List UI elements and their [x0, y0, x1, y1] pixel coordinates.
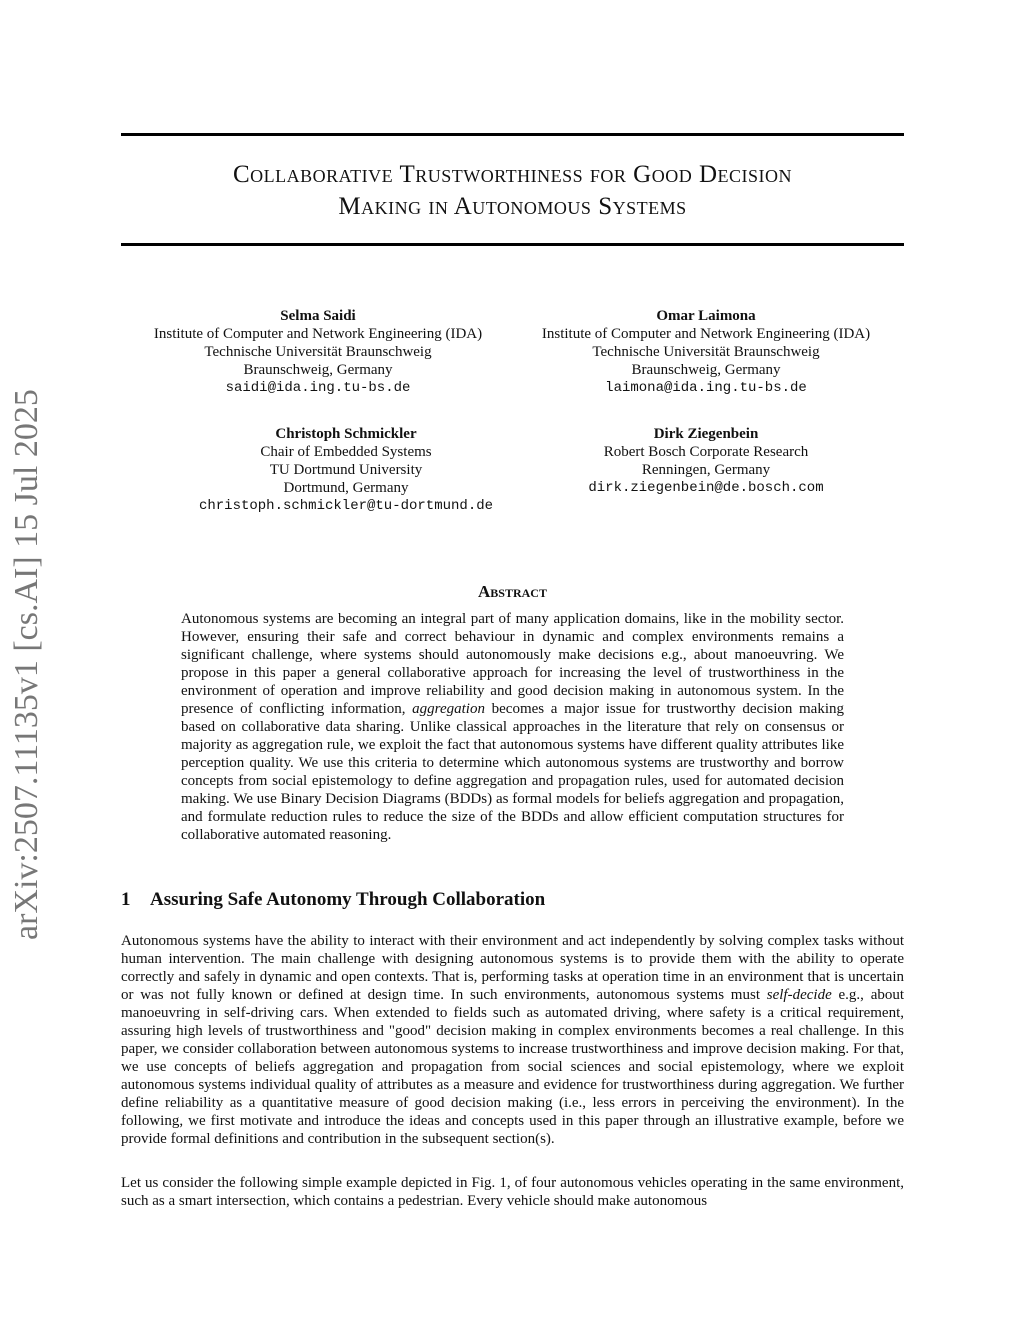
- author-email[interactable]: dirk.ziegenbein@de.bosch.com: [588, 480, 824, 496]
- abstract-emphasis: aggregation: [412, 701, 485, 717]
- abstract-text: [181, 610, 844, 844]
- author-name: Dirk Ziegenbein: [653, 426, 759, 442]
- author-name: Christoph Schmickler: [275, 426, 417, 442]
- section-number: 1: [121, 889, 131, 910]
- body-paragraph: [121, 1174, 904, 1210]
- paper-title: [121, 159, 904, 223]
- author-name: Omar Laimona: [656, 308, 756, 324]
- abstract-text-part: Autonomous systems are becoming an integral part of many application domains, like in the mobility sector. However, ensuring their safe and correct behaviour in dynamic and complex environments remains a significant challenge, where systems should autonomously make decisions e.g., about manoeuvring. We propose in this paper a general collaborative approach for increasing the level of trustworthiness in the environment of operation and improve reliability and good decision making in autonomous system. In the presence of conflicting information,: [181, 611, 844, 717]
- author-block: [148, 425, 544, 515]
- author-affiliation: Institute of Computer and Network Engineering (IDA): [541, 326, 871, 342]
- author-name: Selma Saidi: [280, 308, 356, 324]
- paragraph-text-part: e.g., about manoeuvring in self-driving cars. When extended to fields such as automated driving, where safety is a critical requirement, assuring high levels of trustworthiness and "good" decision making in complex environments becomes a real challenge. In this paper, we consider collaboration between autonomous systems to increase trustworthiness and improve decision making. For that, we use concepts of beliefs aggregation and propagation from social sciences and social epistemology, where we exploit autonomous systems individual quality of attributes as a measure and evidence for trustworthiness during aggregation. We further define reliability as a quantitative measure of good decision making (i.e., less errors in perceiving the environment). In the following, we first motivate and introduce the ideas and concepts used in this paper through an illustrative example, before we provide formal definitions and contribution in the subsequent section(s).: [121, 987, 905, 1147]
- paragraph-emphasis: self-decide: [766, 987, 832, 1003]
- arxiv-stamp: arXiv:2507.11135v1 [cs.AI] 15 Jul 2025: [8, 389, 45, 940]
- author-location: Dortmund, Germany: [283, 480, 409, 496]
- title-line-2: Making in Autonomous Systems: [338, 193, 687, 220]
- author-block: [508, 425, 904, 497]
- paragraph-text-part: Let us consider the following simple example depicted in Fig. 1, of four autonomous vehicles operating in the same environment, such as a smart intersection, which contains a pedestrian. Every vehicle should make autonomous: [121, 1175, 904, 1209]
- author-location: Braunschweig, Germany: [243, 362, 393, 378]
- title-rule-top: [121, 133, 904, 136]
- paragraph-text-part: Autonomous systems have the ability to interact with their environment and act independently by solving complex tasks without human intervention. The main challenge with designing autonomous systems is to provide them with the ability to operate correctly and safely in dynamic and open contexts. That is, performing tasks at operation time in an environment that is uncertain or was not fully known or defined at design time. In such environments, autonomous systems must: [121, 933, 904, 1003]
- author-email[interactable]: saidi@ida.ing.tu-bs.de: [225, 380, 411, 396]
- author-affiliation: Robert Bosch Corporate Research: [603, 444, 809, 460]
- author-affiliation: Institute of Computer and Network Engineering (IDA): [153, 326, 483, 342]
- body-paragraph: [121, 932, 904, 1148]
- abstract-heading: Abstract: [478, 582, 547, 601]
- author-affiliation: Technische Universität Braunschweig: [592, 344, 820, 360]
- author-location: Braunschweig, Germany: [631, 362, 781, 378]
- author-block: [508, 307, 904, 397]
- author-location: Renningen, Germany: [641, 462, 771, 478]
- author-affiliation: Technische Universität Braunschweig: [204, 344, 432, 360]
- author-affiliation: Chair of Embedded Systems: [260, 444, 432, 460]
- author-email[interactable]: christoph.schmickler@tu-dortmund.de: [198, 498, 494, 514]
- section-title: Assuring Safe Autonomy Through Collaboration: [150, 889, 546, 910]
- author-block: [120, 307, 516, 397]
- abstract-text-part: becomes a major issue for trustworthy decision making based on collaborative data sharing. Unlike classical approaches in the literature that rely on consensus or majority as aggregation rule, we exploit the fact that autonomous systems have different quality attributes like perception quality. We use this criteria to determine which autonomous systems are trustworthy and borrow concepts from social epistemology to define aggregation and propagation rules, used for automated decision making. We use Binary Decision Diagrams (BDDs) as formal models for beliefs aggregation and propagation, and formulate reduction rules to reduce the size of the BDDs and allow efficient computation structures for collaborative automated reasoning.: [181, 701, 845, 843]
- title-rule-bottom: [121, 243, 904, 246]
- author-affiliation: TU Dortmund University: [269, 462, 423, 478]
- section-heading: [121, 889, 545, 911]
- title-line-1: Collaborative Trustworthiness for Good Decision: [232, 161, 793, 188]
- author-email[interactable]: laimona@ida.ing.tu-bs.de: [605, 380, 807, 396]
